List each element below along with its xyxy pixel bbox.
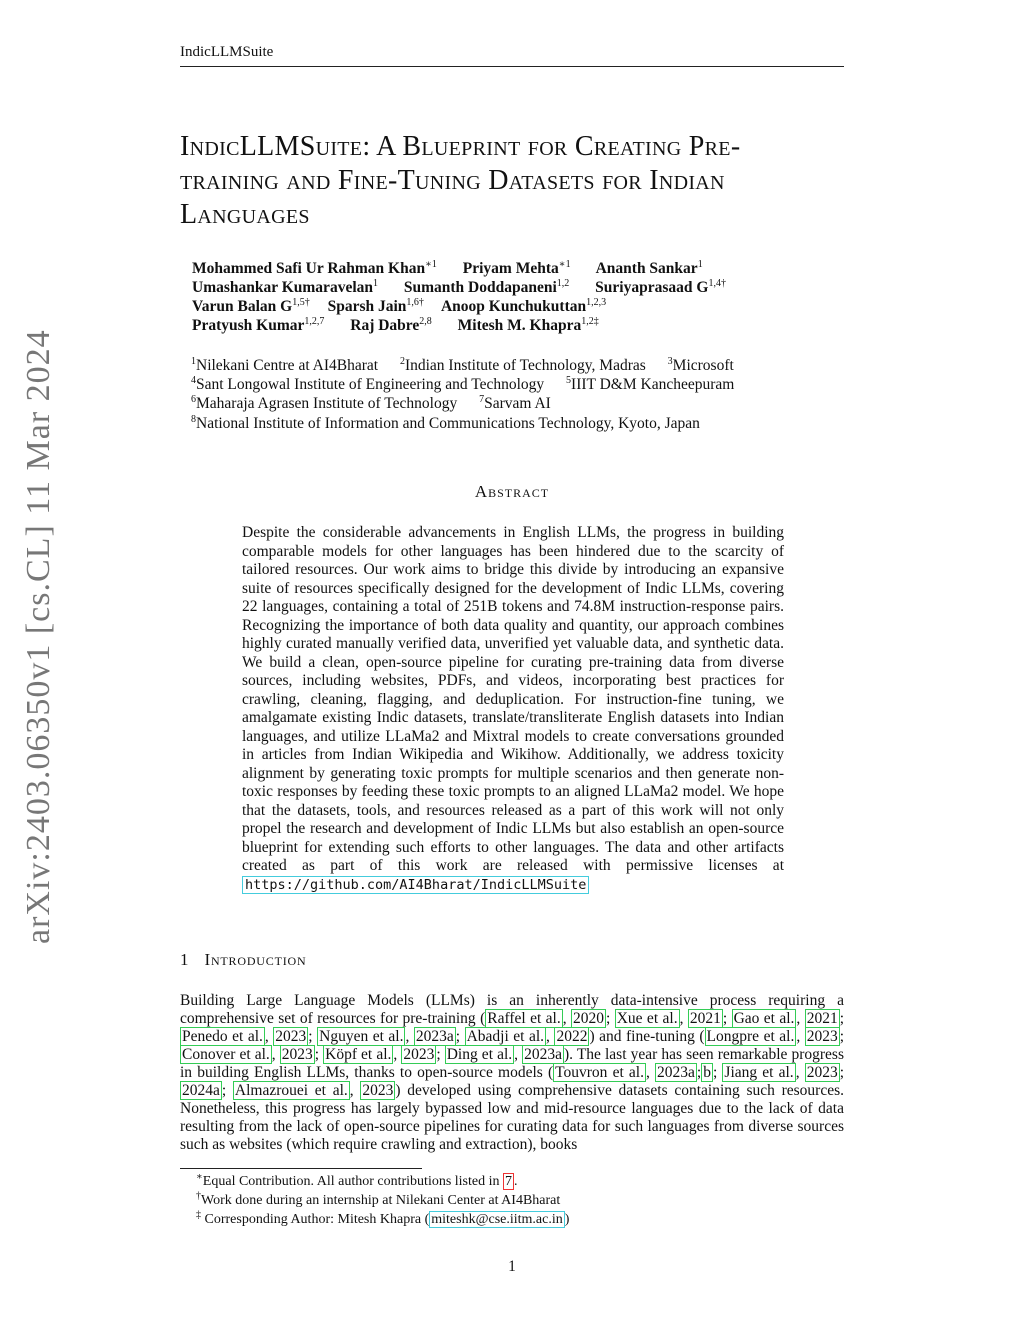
author-affil-mark: 1 [697, 258, 703, 270]
citation-year-link[interactable]: 2023a [415, 1028, 454, 1045]
author-name: Varun Balan G [192, 298, 293, 315]
author-row [192, 278, 852, 297]
github-link[interactable]: https://github.com/AI4Bharat/IndicLLMSuite [242, 876, 589, 894]
title-line-2: training and Fine-Tuning Datasets for Indian [180, 165, 725, 196]
citation-year-link[interactable]: 2023 [403, 1046, 435, 1063]
intro-text: ). The last year has seen remarkable progress in building English LLMs, thanks to open-source models ( [180, 1046, 844, 1081]
footnote [196, 1210, 836, 1229]
footnote: ∗Equal Contribution. All author contributions listed in 7 . [196, 1171, 518, 1189]
citation-year-link[interactable]: 2021 [689, 1010, 721, 1027]
author-list [192, 259, 852, 335]
author-affil-mark: 1 [373, 277, 378, 289]
footnote [196, 1191, 836, 1210]
citation-year-link[interactable]: 2021 [806, 1010, 838, 1027]
citation-year-link[interactable]: 2023 [362, 1082, 394, 1099]
citation-link[interactable]: Longpre et al. [706, 1028, 795, 1045]
running-header: IndicLLMSuite [180, 44, 274, 60]
author-affil-mark: 1,4† [708, 277, 726, 289]
affil-mark: 4 [191, 375, 196, 387]
citation-link[interactable]: Abadji et al. [466, 1028, 545, 1045]
arxiv-stamp: arXiv:2403.06350v1 [cs.CL] 11 Mar 2024 [20, 329, 57, 944]
author-name: Umashankar Kumaravelan [192, 279, 373, 296]
citation-link[interactable]: Conover et al. [182, 1046, 270, 1063]
citation-year-link[interactable]: 2023 [281, 1046, 313, 1063]
author-name: Raj Dabre [350, 317, 420, 334]
intro-text: ) and fine-tuning ( [589, 1028, 705, 1045]
citation-link[interactable]: Almazrouei et al. [234, 1082, 348, 1099]
affiliation-row [191, 356, 831, 375]
citation-year-link[interactable]: b [703, 1064, 711, 1081]
header-rule [180, 66, 844, 67]
affil-mark: 8 [191, 413, 196, 425]
footnotes [196, 1172, 836, 1229]
footnote-mark: ∗ [196, 1171, 203, 1183]
author-name: Pratyush Kumar [192, 317, 305, 334]
abstract-body [242, 524, 784, 894]
paper-title [180, 130, 860, 232]
affiliation-row [191, 375, 831, 394]
author-name: Mohammed Safi Ur Rahman Khan [192, 260, 426, 277]
citation-link[interactable]: Penedo et al. [182, 1028, 263, 1045]
author-affil-mark: 1,2,3 [586, 296, 607, 308]
author-affil-mark: 1,2‡ [581, 315, 599, 327]
affiliation: IIIT D&M Kancheepuram [571, 376, 735, 394]
citation-link[interactable]: Köpf et al. [325, 1046, 392, 1063]
author-name: Suriyaprasaad G [595, 279, 709, 296]
affil-mark: 3 [667, 355, 673, 367]
citation-year-link[interactable]: 2023a [657, 1064, 695, 1081]
author-row [192, 297, 852, 316]
author-name: Sparsh Jain [327, 298, 407, 315]
author-affil-mark: 1,2,7 [304, 315, 325, 327]
author-affil-mark: 2,8 [419, 315, 432, 327]
intro-paragraph: Building Large Language Models (LLMs) is an inherently data-intensive process requiring a comprehensive set of resources for pre-training ( Raffel et al. , 2020 ; Xue et al. , 2021 ; Gao et al. , 2021 ; Penedo et al. , 2023 ; Nguyen et al. , 2023a ; Abadji et al. , 2022 ) and fine-tuning ( Longpre et al. , 2023 ; Conover et al. , 2023 ; Köpf et al. , 2023 ; Ding et al. , 2023a ). The last year has seen remarkable progress in building English LLMs, thanks to open-source models ( Touvron et al. , 2023a ; b ; Jiang et al. , 2023 ; 2024a ; Almazrouei et al. , 2023 ) developed using comprehensive datasets containing such resources. Nonetheless, this progress has largely bypassed low and mid-resource languages due to the lack of data resulting from the lack of open-source pipelines for curating data for such languages from diverse sources such as websites (which require crawling and extraction), books [180, 992, 845, 1153]
author-affil-mark: ∗1 [425, 258, 437, 270]
citation-year-link[interactable]: 2024a [182, 1082, 220, 1099]
section-heading [180, 950, 306, 970]
citation-link[interactable]: Jiang et al. [724, 1064, 794, 1081]
affil-mark: 7 [479, 394, 485, 406]
footnote-text: Work done during an internship at Nilekani Center at AI4Bharat [201, 1193, 561, 1208]
author-row [192, 259, 852, 278]
footnote-text: Corresponding Author: Mitesh Khapra ( [201, 1212, 430, 1227]
author-name: Mitesh M. Khapra [457, 317, 582, 334]
intro-text: Building Large Language Models (LLMs) is an inherently data-intensive process requiring a comprehensive set of resources for pre-training ( [180, 992, 844, 1027]
citation-year-link[interactable]: 2023a [524, 1046, 562, 1063]
author-affil-mark: ∗1 [558, 258, 571, 270]
affiliation-row [191, 414, 831, 433]
affil-mark: 5 [566, 375, 572, 387]
affiliation: Maharaja Agrasen Institute of Technology [196, 395, 458, 413]
section-number: 1 [180, 950, 189, 969]
citation-year-link[interactable]: 2023 [275, 1028, 307, 1045]
abstract-heading: Abstract [474, 482, 550, 501]
footnote-mark: † [196, 1190, 201, 1202]
abstract-text: Despite the considerable advancements in English LLMs, the progress in building comparable models for other languages has been hindered due to the scarcity of tailored resources. Our work aims to bridge this divide by introducing an expansive suite of resources specifically designed for the development of Indic LLMs, covering 22 languages, containing a total of 251B tokens and 74.8M instruction-response pairs. Recognizing the importance of both data quality and quantity, our approach combines highly curated manually verified data, unverified yet valuable data, and synthetic data. We build a clean, open-source pipeline for curating pre-training data from diverse sources, including websites, PDFs, and videos, incorporating best practices for crawling, cleaning, flagging, and deduplication. For instruction-fine tuning, we amalgamate existing Indic datasets, translate/transliterate English datasets into Indian languages, and utilize LLaMa2 and Mixtral models to create conversations grounded in articles from Indian Wikipedia and Wikihow. Additionally, we address toxicity alignment by generating toxic prompts for multiple scenarios and then generate non-toxic responses by feeding these toxic prompts to an aligned LLaMa2 model. We hope that the datasets, tools, and resources released as a part of this work will not only propel the research and development of Indic LLMs but also establish an open-source blueprint for extending such efforts to other languages. The data and other artifacts created as part of this work are released with permissive licenses at [242, 524, 784, 874]
footnote-mark: ‡ [196, 1209, 201, 1221]
author-affil-mark: 1,2 [556, 277, 570, 289]
citation-year-link[interactable]: 2023 [806, 1028, 838, 1045]
citation-year-link[interactable]: 2023 [806, 1064, 838, 1081]
author-name: Sumanth Doddapaneni [403, 279, 557, 296]
affiliation: National Institute of Information and Communications Technology, Kyoto, Japan [196, 414, 700, 432]
affil-mark: 1 [191, 355, 196, 367]
affiliation: Microsoft [672, 357, 734, 374]
intro-text: ) developed using comprehensive datasets containing such resources. Nonetheless, this progress has largely bypassed low and mid-resource languages due to the lack of data resulting from the lack of open-source pipelines for curating data for such languages from diverse sources such as websites (which require crawling and extraction), books [180, 1082, 845, 1153]
citation-link[interactable]: Ding et al. [446, 1046, 513, 1063]
affiliation: Nilekani Centre at AI4Bharat [196, 357, 379, 374]
affil-mark: 6 [191, 394, 196, 406]
section-ref-link[interactable]: 7 [505, 1174, 512, 1189]
citation-link[interactable]: Nguyen et al. [319, 1028, 404, 1045]
page-number: 1 [508, 1258, 516, 1275]
title-line-3: Languages [180, 199, 310, 230]
citation-year-link[interactable]: 2020 [573, 1010, 605, 1027]
author-affil-mark: 1,5† [292, 296, 310, 308]
footnote-rule [180, 1168, 422, 1169]
author-name: Ananth Sankar [595, 260, 698, 277]
email-link[interactable]: miteshk@cse.iitm.ac.in [431, 1212, 563, 1227]
citation-link[interactable]: Xue et al. [616, 1010, 678, 1027]
affiliation: Sarvam AI [484, 395, 551, 413]
author-affil-mark: 1,6† [406, 296, 424, 308]
footnote-text: Equal Contribution. All author contributions listed in [202, 1174, 503, 1189]
affiliation-row [191, 394, 831, 413]
section-title: Introduction [204, 950, 307, 969]
author-name: Anoop Kunchukuttan [440, 298, 587, 315]
author-name: Priyam Mehta [462, 260, 559, 277]
citation-link[interactable]: Gao et al. [733, 1010, 795, 1027]
author-row [192, 316, 852, 335]
title-line-1: IndicLLMSuite: A Blueprint for Creating Pre- [180, 131, 741, 162]
citation-link[interactable]: Raffel et al. [487, 1010, 561, 1027]
footnote-text: ) [564, 1212, 570, 1227]
citation-link[interactable]: Touvron et al. [555, 1064, 644, 1081]
affiliation: Sant Longowal Institute of Engineering and Technology [196, 376, 545, 394]
affiliation: Indian Institute of Technology, Madras [404, 357, 646, 374]
citation-year-link[interactable]: 2022 [556, 1028, 588, 1045]
affiliation-list [191, 356, 831, 433]
affil-mark: 2 [399, 355, 405, 367]
